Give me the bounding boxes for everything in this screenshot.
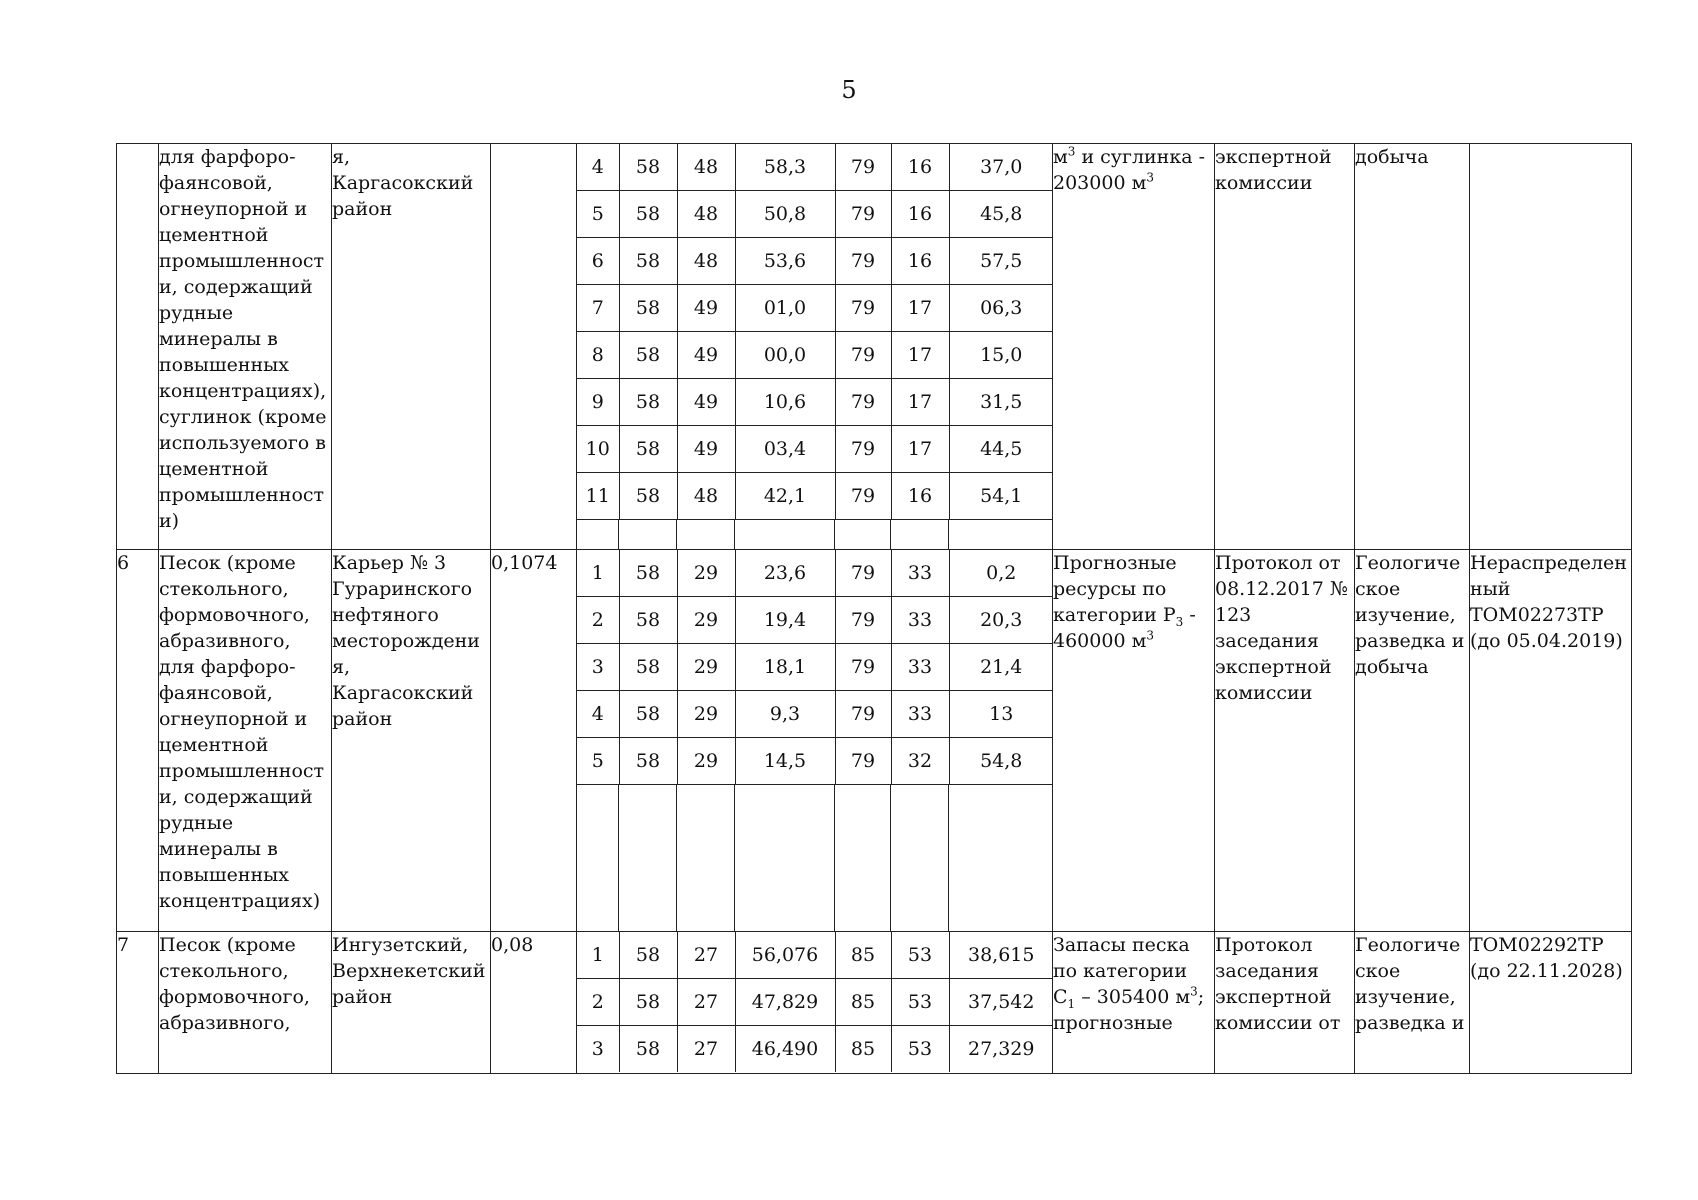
lat-minutes: 48 (677, 238, 735, 285)
lon-degrees: 79 (835, 597, 891, 644)
lat-seconds: 18,1 (735, 644, 835, 691)
lon-degrees: 85 (835, 1026, 891, 1073)
lon-degrees: 79 (835, 644, 891, 691)
coordinate-row (577, 550, 1053, 597)
area-cell: 0,1074 (491, 550, 577, 932)
lat-seconds: 01,0 (735, 285, 835, 332)
lon-minutes: 32 (891, 738, 949, 785)
lat-minutes: 27 (677, 979, 735, 1026)
lon-minutes: 17 (891, 285, 949, 332)
lat-degrees: 58 (619, 285, 677, 332)
row-number: 6 (117, 550, 159, 932)
coordinates-cell (577, 932, 1053, 1074)
location-cell: Карьер № 3 Гураринского нефтяного месторождени я, Каргасокский район (332, 550, 491, 932)
lat-seconds: 53,6 (735, 238, 835, 285)
coordinates-filler (577, 785, 1052, 931)
protocol-cell: экспертной комиссии (1215, 144, 1355, 550)
lat-degrees: 58 (619, 332, 677, 379)
lon-degrees: 79 (835, 426, 891, 473)
lat-minutes: 49 (677, 379, 735, 426)
lon-seconds: 0,2 (949, 550, 1053, 597)
page-number: 5 (841, 76, 857, 104)
lon-seconds: 06,3 (949, 285, 1053, 332)
area-cell: 0,08 (491, 932, 577, 1074)
coordinates-table (577, 144, 1053, 520)
coordinate-row (577, 144, 1053, 191)
lat-degrees: 58 (619, 644, 677, 691)
lon-minutes: 16 (891, 144, 949, 191)
lat-degrees: 58 (619, 691, 677, 738)
lat-minutes: 49 (677, 285, 735, 332)
point-number: 3 (577, 644, 619, 691)
coordinate-row (577, 738, 1053, 785)
lat-seconds: 56,076 (735, 932, 835, 979)
lon-degrees: 79 (835, 473, 891, 520)
lat-minutes: 29 (677, 738, 735, 785)
lat-degrees: 58 (619, 1026, 677, 1073)
lat-seconds: 14,5 (735, 738, 835, 785)
lat-degrees: 58 (619, 979, 677, 1026)
coordinate-row (577, 473, 1053, 520)
license-cell: ТОМ02292ТР (до 22.11.2028) (1470, 932, 1632, 1074)
lon-minutes: 16 (891, 473, 949, 520)
reserves-cell: $м^3$ и суглинка - 203000 $м^3$ (1053, 144, 1215, 550)
lon-minutes: 33 (891, 691, 949, 738)
lon-minutes: 17 (891, 379, 949, 426)
point-number: 2 (577, 597, 619, 644)
material-cell: Песок (кроме стекольного, формовочного, абразивного, для фарфоро-фаянсовой, огнеупорной и цементной промышленност и, содержащий рудные минералы в повышенных концентрациях) (159, 550, 332, 932)
lat-minutes: 49 (677, 426, 735, 473)
point-number: 2 (577, 979, 619, 1026)
lat-degrees: 58 (619, 426, 677, 473)
protocol-cell: Протокол от 08.12.2017 № 123 заседания экспертной комиссии (1215, 550, 1355, 932)
license-cell: Нераспределен ный ТОМ02273ТР (до 05.04.2019) (1470, 550, 1632, 932)
table-row (117, 144, 1632, 550)
lat-minutes: 29 (677, 550, 735, 597)
lon-degrees: 79 (835, 691, 891, 738)
lon-minutes: 17 (891, 426, 949, 473)
protocol-cell: Протокол заседания экспертной комиссии от (1215, 932, 1355, 1074)
lon-degrees: 85 (835, 979, 891, 1026)
lat-minutes: 29 (677, 597, 735, 644)
reserves-cell: Прогнозные ресурсы по категории $Р_3 - 460000$ $м^3$ (1053, 550, 1215, 932)
lat-degrees: 58 (619, 597, 677, 644)
row-number: 7 (117, 932, 159, 1074)
lat-degrees: 58 (619, 144, 677, 191)
lat-minutes: 48 (677, 144, 735, 191)
lon-seconds: 45,8 (949, 191, 1053, 238)
lat-seconds: 42,1 (735, 473, 835, 520)
lon-degrees: 79 (835, 379, 891, 426)
coordinate-row (577, 597, 1053, 644)
lon-seconds: 21,4 (949, 644, 1053, 691)
coordinate-row (577, 644, 1053, 691)
lon-degrees: 79 (835, 191, 891, 238)
deposits-table (116, 143, 1632, 1074)
point-number: 5 (577, 191, 619, 238)
lon-degrees: 79 (835, 738, 891, 785)
table-row (117, 550, 1632, 932)
area-cell (491, 144, 577, 550)
coordinates-table (577, 550, 1053, 785)
point-number: 11 (577, 473, 619, 520)
lat-minutes: 29 (677, 644, 735, 691)
lat-minutes: 48 (677, 473, 735, 520)
coordinate-row (577, 932, 1053, 979)
lon-seconds: 54,1 (949, 473, 1053, 520)
lon-degrees: 79 (835, 550, 891, 597)
material-cell: для фарфоро-фаянсовой, огнеупорной и цементной промышленност и, содержащий рудные минералы в повышенных концентрациях), суглинок (кроме используемого в цементной промышленност и) (159, 144, 332, 550)
license-cell (1470, 144, 1632, 550)
location-cell: я, Каргасокский район (332, 144, 491, 550)
lat-minutes: 49 (677, 332, 735, 379)
reserves-cell: Запасы песка по категории $С_1 - 305400$ $м^3$; прогнозные (1053, 932, 1215, 1074)
lon-minutes: 17 (891, 332, 949, 379)
lat-seconds: 46,490 (735, 1026, 835, 1073)
coordinates-filler (577, 520, 1052, 549)
lon-degrees: 79 (835, 144, 891, 191)
lat-minutes: 29 (677, 691, 735, 738)
lon-minutes: 33 (891, 550, 949, 597)
coordinate-row (577, 191, 1053, 238)
point-number: 7 (577, 285, 619, 332)
lat-minutes: 27 (677, 932, 735, 979)
lat-minutes: 27 (677, 1026, 735, 1073)
lat-seconds: 9,3 (735, 691, 835, 738)
coordinate-row (577, 238, 1053, 285)
lat-seconds: 47,829 (735, 979, 835, 1026)
lon-minutes: 53 (891, 932, 949, 979)
coordinate-row (577, 691, 1053, 738)
lon-minutes: 53 (891, 979, 949, 1026)
purpose-cell: добыча (1355, 144, 1470, 550)
lat-seconds: 10,6 (735, 379, 835, 426)
material-cell: Песок (кроме стекольного, формовочного, абразивного, (159, 932, 332, 1074)
coordinates-cell (577, 550, 1053, 932)
coordinate-row (577, 285, 1053, 332)
lat-seconds: 58,3 (735, 144, 835, 191)
purpose-cell: Геологиче ское изучение, разведка и (1355, 932, 1470, 1074)
lon-minutes: 33 (891, 597, 949, 644)
point-number: 6 (577, 238, 619, 285)
lat-seconds: 23,6 (735, 550, 835, 597)
point-number: 5 (577, 738, 619, 785)
lat-degrees: 58 (619, 238, 677, 285)
purpose-cell: Геологиче ское изучение, разведка и добыча (1355, 550, 1470, 932)
coordinate-row (577, 379, 1053, 426)
lon-seconds: 31,5 (949, 379, 1053, 426)
lat-degrees: 58 (619, 550, 677, 597)
lon-minutes: 16 (891, 238, 949, 285)
point-number: 4 (577, 144, 619, 191)
lon-degrees: 79 (835, 332, 891, 379)
coordinate-row (577, 332, 1053, 379)
lon-seconds: 37,542 (949, 979, 1053, 1026)
lat-degrees: 58 (619, 191, 677, 238)
lon-minutes: 53 (891, 1026, 949, 1073)
lat-seconds: 00,0 (735, 332, 835, 379)
point-number: 1 (577, 550, 619, 597)
lon-seconds: 57,5 (949, 238, 1053, 285)
lat-minutes: 48 (677, 191, 735, 238)
lon-seconds: 27,329 (968, 1038, 1035, 1060)
point-number: 3 (577, 1026, 619, 1073)
point-number: 10 (577, 426, 619, 473)
coordinates-cell (577, 144, 1053, 550)
point-number: 8 (577, 332, 619, 379)
lon-seconds: 37,0 (949, 144, 1053, 191)
lon-degrees: 79 (835, 238, 891, 285)
lat-seconds: 50,8 (735, 191, 835, 238)
lon-minutes: 33 (891, 644, 949, 691)
lon-seconds: 54,8 (949, 738, 1053, 785)
lat-degrees: 58 (619, 379, 677, 426)
lat-degrees: 58 (619, 473, 677, 520)
lat-seconds: 19,4 (735, 597, 835, 644)
location-cell: Ингузетский, Верхнекетский район (332, 932, 491, 1074)
lon-seconds: 44,5 (949, 426, 1053, 473)
lon-degrees: 85 (835, 932, 891, 979)
row-number (117, 144, 159, 550)
lon-degrees: 79 (835, 285, 891, 332)
point-number: 9 (577, 379, 619, 426)
coordinate-row (577, 1026, 1053, 1073)
lon-seconds: 38,615 (949, 932, 1053, 979)
coordinate-row (577, 979, 1053, 1026)
table-row (117, 932, 1632, 1074)
lon-minutes: 16 (891, 191, 949, 238)
point-number: 1 (577, 932, 619, 979)
lon-seconds: 20,3 (949, 597, 1053, 644)
lon-seconds: 15,0 (949, 332, 1053, 379)
coordinate-row (577, 426, 1053, 473)
coordinates-table (577, 932, 1053, 1072)
lat-degrees: 58 (619, 932, 677, 979)
lat-seconds: 03,4 (735, 426, 835, 473)
lat-degrees: 58 (619, 738, 677, 785)
lon-seconds: 13 (949, 691, 1053, 738)
point-number: 4 (577, 691, 619, 738)
